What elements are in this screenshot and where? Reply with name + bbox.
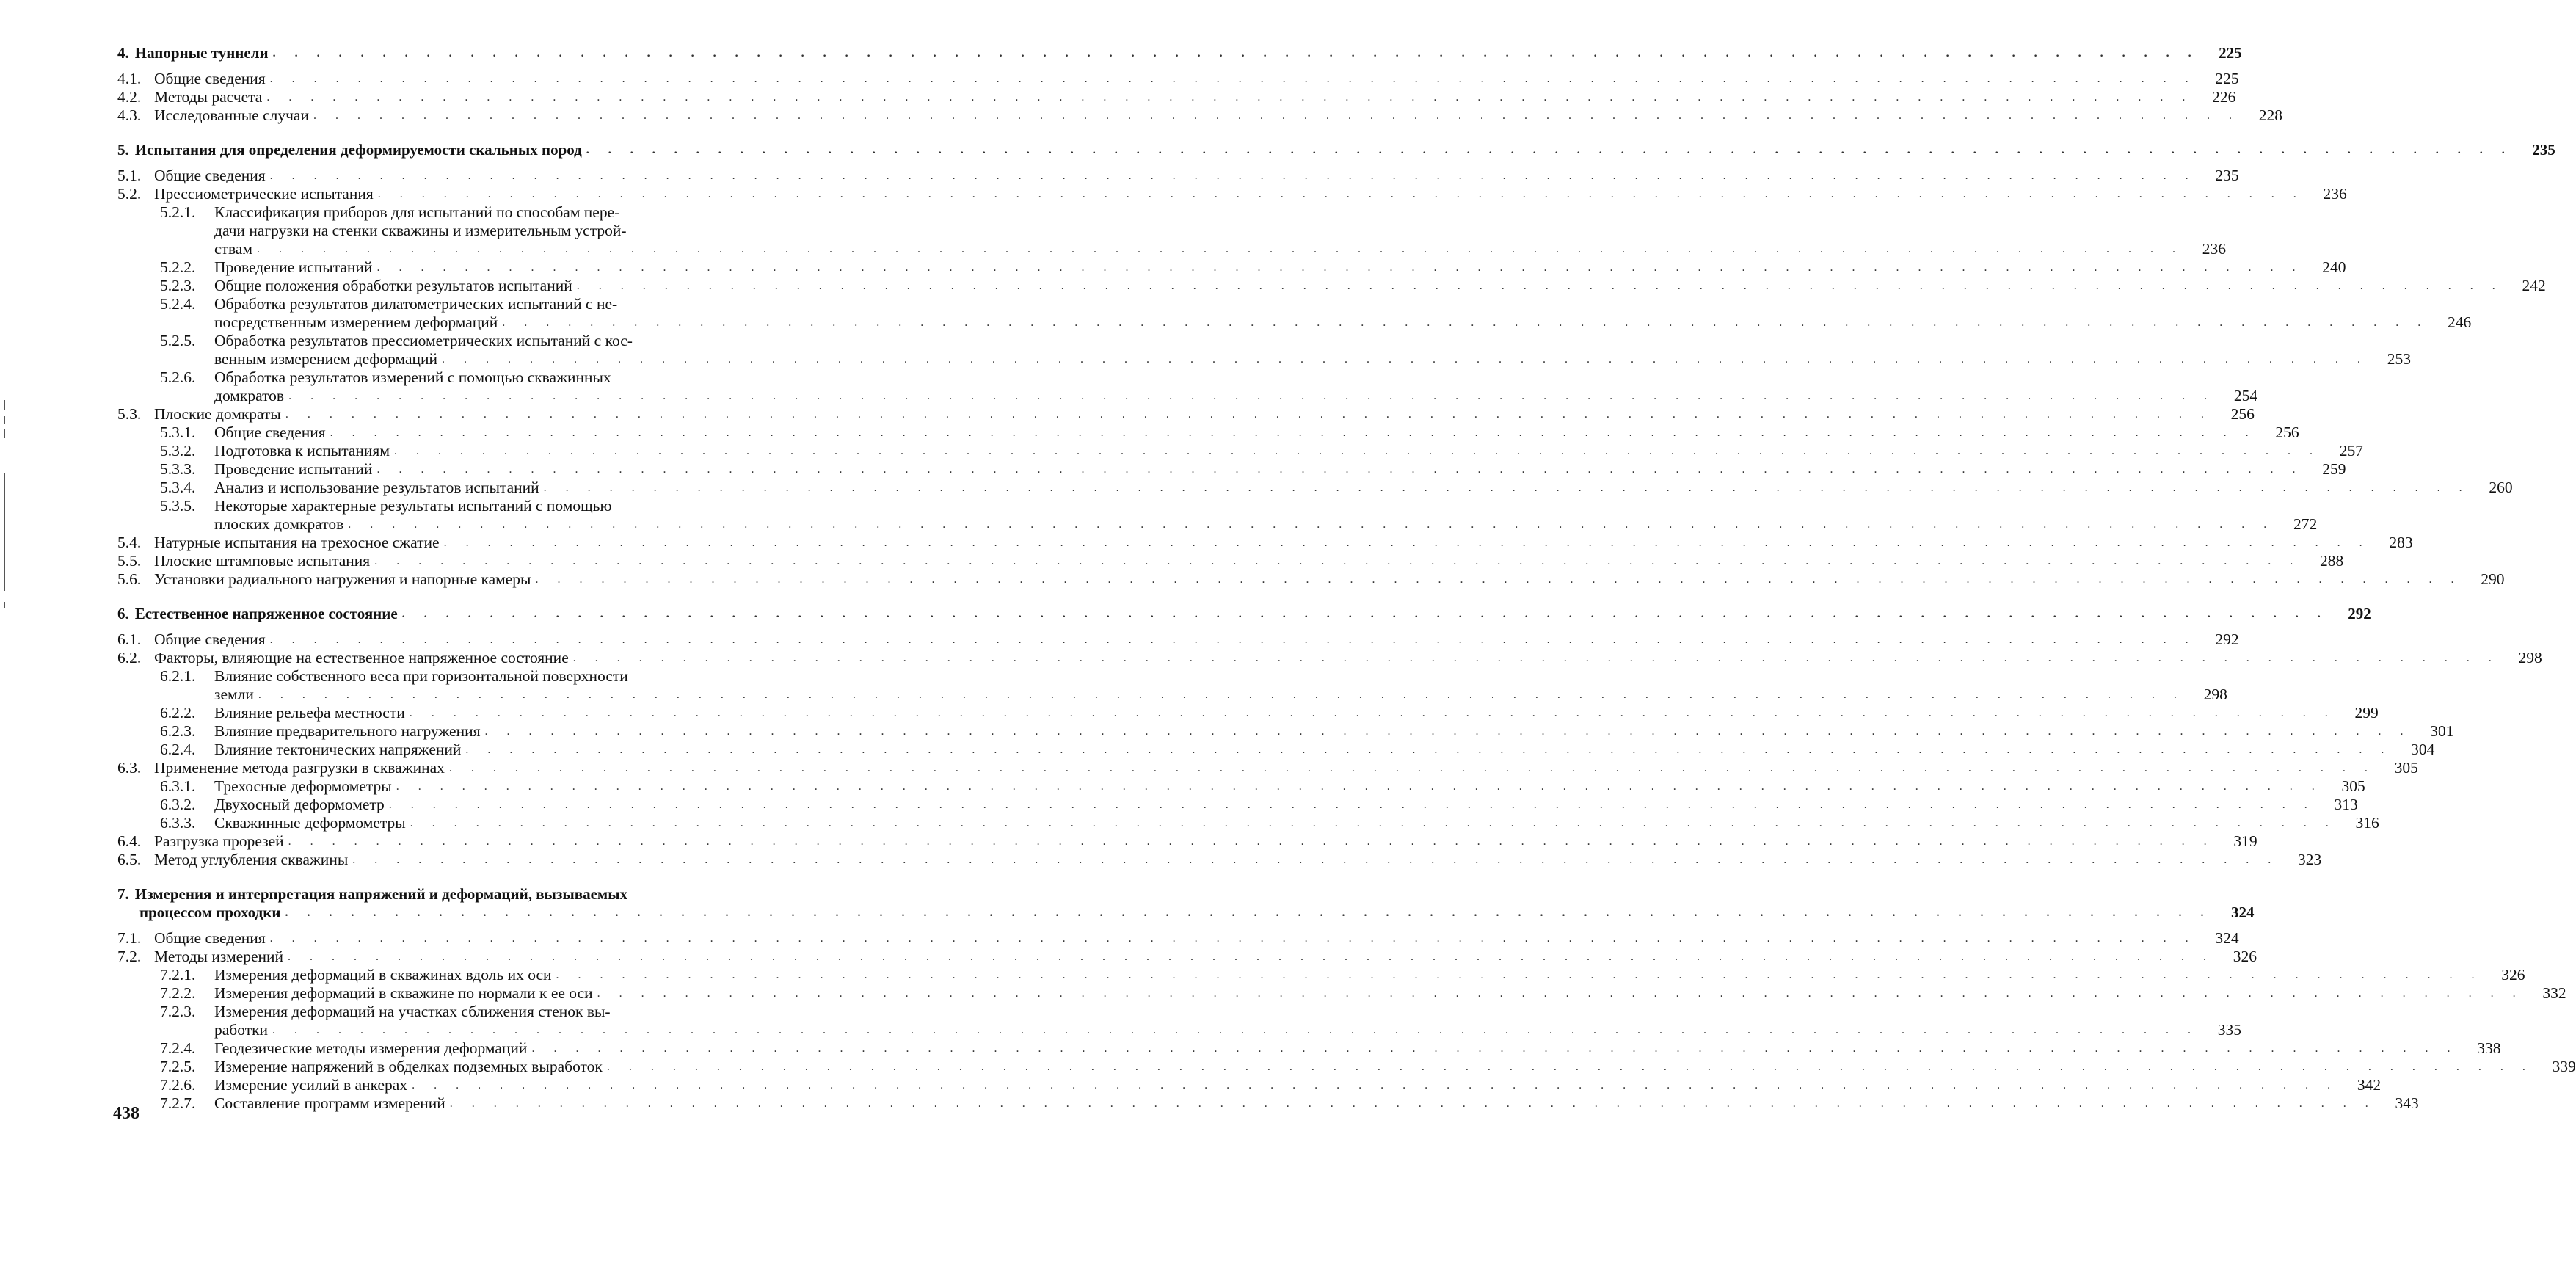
toc-subsection-entry [117, 497, 778, 515]
entry-page: 225 [2215, 70, 2239, 87]
entry-number: 5.6. [117, 570, 142, 588]
entry-page: 299 [2354, 704, 2379, 722]
toc-subsection-entry-cont [117, 387, 2258, 405]
entry-number: 7.2.4. [160, 1039, 196, 1057]
chapter-title-line: Измерения и интерпретация напряжений и деформаций, вызываемых [134, 885, 628, 903]
toc-section-entry [117, 630, 2239, 649]
dot-leader [394, 442, 2321, 460]
toc-subsection-entry [117, 295, 778, 313]
toc-subsection-entry [117, 277, 2546, 295]
entry-title: Анализ и использование результатов испытаний [214, 479, 539, 496]
toc-subsection-entry-cont [117, 222, 778, 240]
entry-title: Геодезические методы измерения деформаций [214, 1039, 528, 1057]
dot-leader [266, 88, 2193, 106]
toc-subsection-entry [117, 667, 778, 686]
toc-section-entry [117, 70, 2239, 88]
entry-number: 6.3. [117, 759, 142, 777]
toc-section-entry [117, 88, 2236, 106]
entry-title-line: домкратов [214, 387, 285, 404]
dot-leader [536, 570, 2462, 589]
entry-page: 326 [2501, 966, 2525, 984]
toc-subsection-entry [117, 1076, 2382, 1094]
toc-subsection-entry-cont [117, 515, 2318, 534]
toc-chapter-section [117, 605, 2542, 869]
entry-number: 7.2.2. [160, 984, 196, 1002]
chapter-page: 324 [2230, 904, 2255, 921]
toc-subsection-entry [117, 442, 2363, 460]
toc-section-entry [117, 534, 2413, 552]
entry-title-line: Обработка результатов дилатометрических испытаний с не- [214, 295, 618, 313]
entry-page: 339 [2552, 1058, 2576, 1075]
toc-subsection-entry [117, 479, 2513, 497]
entry-number: 7.2.7. [160, 1094, 196, 1112]
chapter-heading [117, 885, 778, 904]
toc-chapter-section [117, 885, 2576, 1113]
entry-number: 6.2. [117, 649, 142, 666]
entry-title: Проведение испытаний [214, 460, 373, 478]
entry-number: 5.2. [117, 185, 142, 203]
entry-number: 7.2. [117, 948, 142, 965]
entry-number: 6.4. [117, 832, 142, 850]
toc-subsection-entry [117, 332, 778, 350]
entry-number: 5.2.2. [160, 258, 196, 276]
margin-scan-marks [3, 400, 7, 613]
dot-leader [257, 240, 2183, 258]
entry-number: 5.4. [117, 534, 142, 551]
toc-chapter-section [117, 141, 2555, 589]
dot-leader [531, 1039, 2458, 1058]
toc-section-entry [117, 851, 2322, 869]
chapter-title: Естественное напряженное состояние [134, 605, 398, 622]
dot-leader [270, 630, 2197, 649]
entry-title: Плоские штамповые испытания [154, 552, 371, 570]
dot-leader [270, 167, 2197, 185]
toc-subsection-entry [117, 203, 778, 222]
dot-leader [484, 722, 2411, 741]
entry-page: 290 [2481, 570, 2505, 588]
dot-leader [597, 984, 2524, 1003]
dot-leader [410, 704, 2336, 722]
entry-page: 246 [2448, 313, 2472, 331]
entry-page: 338 [2477, 1039, 2501, 1057]
toc-section-entry [117, 832, 2257, 851]
toc-subsection-entry [117, 984, 2566, 1003]
entry-number: 6.3.1. [160, 777, 196, 795]
entry-title-line: земли [214, 686, 254, 703]
entry-title-line: Измерения деформаций на участках сближения стенок вы- [214, 1003, 611, 1020]
dot-leader [450, 1094, 2376, 1113]
entry-title: Измерения деформаций в скважинах вдоль их оси [214, 966, 552, 984]
entry-number: 6.2.1. [160, 667, 196, 685]
entry-number: 6.2.4. [160, 741, 196, 758]
chapter-heading [117, 605, 2371, 623]
entry-title-line: посредственным измерением деформаций [214, 313, 498, 331]
entry-page: 236 [2323, 185, 2347, 203]
dot-leader [402, 605, 2329, 623]
dot-leader [396, 777, 2323, 796]
entry-number: 7.2.3. [160, 1003, 196, 1020]
entry-page: 335 [2217, 1021, 2242, 1039]
entry-page: 226 [2212, 88, 2236, 106]
toc-subsection-entry [117, 704, 2379, 722]
entry-number: 5.1. [117, 167, 142, 184]
entry-number: 6.3.3. [160, 814, 196, 832]
chapter-heading [117, 141, 2555, 159]
toc-subsection-entry [117, 424, 2299, 442]
entry-page: 257 [2339, 442, 2363, 459]
dot-leader [273, 44, 2200, 62]
entry-page: 319 [2233, 832, 2257, 850]
entry-page: 301 [2430, 722, 2454, 740]
entry-page: 326 [2233, 948, 2257, 965]
entry-page: 283 [2389, 534, 2413, 551]
dot-leader [352, 851, 2279, 869]
entry-page: 235 [2215, 167, 2239, 184]
dot-leader [449, 759, 2376, 777]
toc-section-entry [117, 649, 2542, 667]
toc-section-entry [117, 552, 2344, 570]
entry-page: 253 [2387, 350, 2412, 368]
entry-title: Измерения деформаций в скважине по нормали к ее оси [214, 984, 593, 1002]
entry-number: 5.3.4. [160, 479, 196, 496]
entry-title: Общие сведения [214, 424, 326, 441]
entry-number: 5.5. [117, 552, 142, 570]
entry-page: 228 [2258, 106, 2282, 124]
entry-number: 5.2.6. [160, 368, 196, 386]
entry-title: Плоские домкраты [154, 405, 281, 423]
entry-title: Разгрузка прорезей [154, 832, 284, 850]
entry-page: 304 [2411, 741, 2435, 758]
entry-number: 6.3.2. [160, 796, 196, 813]
entry-title: Исследованные случаи [154, 106, 309, 124]
toc-subsection-entry [117, 1058, 2576, 1076]
entry-title: Общие сведения [154, 167, 266, 184]
entry-page: 256 [2275, 424, 2299, 441]
dot-leader [376, 258, 2303, 277]
toc-subsection-entry [117, 796, 2358, 814]
toc-section-entry [117, 106, 2282, 125]
toc-section-entry [117, 929, 2239, 948]
entry-title: Влияние предварительного нагружения [214, 722, 481, 740]
entry-number: 7.2.6. [160, 1076, 196, 1094]
chapter-heading-cont [117, 904, 2255, 922]
dot-leader [330, 424, 2257, 442]
dot-leader [607, 1058, 2533, 1076]
entry-title: Измерение напряжений в обделках подземных выработок [214, 1058, 603, 1075]
entry-page: 305 [2394, 759, 2418, 777]
dot-leader [288, 387, 2215, 405]
chapter-number: 7. [117, 885, 129, 903]
entry-number: 6.5. [117, 851, 142, 868]
entry-number: 5.3.1. [160, 424, 196, 441]
dot-leader [272, 1021, 2199, 1039]
toc-subsection-entry [117, 258, 2346, 277]
entry-title: Общие положения обработки результатов испытаний [214, 277, 572, 294]
dot-leader [586, 141, 2513, 159]
entry-page: 332 [2542, 984, 2566, 1002]
entry-number: 5.2.1. [160, 203, 196, 221]
entry-title: Методы расчета [154, 88, 263, 106]
entry-title-line: Классификация приборов для испытаний по способам пере- [214, 203, 620, 221]
toc-chapter-section [117, 44, 2282, 125]
entry-title: Влияние рельефа местности [214, 704, 405, 722]
dot-leader [412, 1076, 2338, 1094]
entry-title-line: Некоторые характерные результаты испытаний с помощью [214, 497, 612, 515]
entry-number: 5.3.5. [160, 497, 196, 515]
entry-number: 6.2.3. [160, 722, 196, 740]
toc-subsection-entry-cont [117, 350, 2412, 368]
entry-number: 5.2.3. [160, 277, 196, 294]
chapter-page: 235 [2532, 141, 2555, 159]
entry-number: 7.2.1. [160, 966, 196, 984]
chapter-number: 4. [117, 44, 129, 62]
entry-page: 236 [2202, 240, 2226, 258]
toc-subsection-entry-cont [117, 313, 2472, 332]
entry-title: Факторы, влияющие на естественное напряженное состояние [154, 649, 569, 666]
chapter-title: Испытания для определения деформируемости скальных пород [134, 141, 582, 159]
entry-title-line: работки [214, 1021, 269, 1039]
dot-leader [270, 70, 2197, 88]
dot-leader [270, 929, 2197, 948]
entry-title: Влияние тектонических напряжений [214, 741, 462, 758]
entry-title: Методы измерений [154, 948, 284, 965]
entry-title: Скважинные деформометры [214, 814, 406, 832]
dot-leader [376, 460, 2303, 479]
entry-page: 240 [2322, 258, 2346, 276]
dot-leader [313, 106, 2240, 125]
entry-title: Натурные испытания на трехосное сжатие [154, 534, 440, 551]
entry-title: Двухосный деформометр [214, 796, 385, 813]
entry-title: Общие сведения [154, 929, 266, 947]
dot-leader [573, 649, 2500, 667]
entry-page: 292 [2215, 630, 2239, 648]
entry-page: 298 [2203, 686, 2227, 703]
entry-page: 256 [2230, 405, 2255, 423]
entry-page: 260 [2489, 479, 2513, 496]
toc-section-entry [117, 570, 2505, 589]
chapter-number: 5. [117, 141, 129, 159]
toc-subsection-entry [117, 722, 2454, 741]
toc-section-entry [117, 167, 2239, 185]
entry-page: 272 [2293, 515, 2318, 533]
entry-number: 7.2.5. [160, 1058, 196, 1075]
dot-leader [285, 904, 2211, 922]
entry-title-line: Влияние собственного веса при горизонтальной поверхности [214, 667, 628, 685]
toc-subsection-entry [117, 368, 778, 387]
entry-number: 5.3. [117, 405, 142, 423]
entry-number: 6.1. [117, 630, 142, 648]
entry-page: 254 [2233, 387, 2258, 404]
entry-page: 298 [2518, 649, 2542, 666]
entry-title: Применение метода разгрузки в скважинах [154, 759, 445, 777]
chapter-heading [117, 44, 2242, 62]
dot-leader [556, 966, 2483, 984]
toc-subsection-entry [117, 777, 2365, 796]
dot-leader [258, 686, 2185, 704]
entry-number: 6.2.2. [160, 704, 196, 722]
entry-page: 313 [2334, 796, 2358, 813]
chapter-title: Напорные туннели [134, 44, 269, 62]
entry-page: 343 [2395, 1094, 2419, 1112]
entry-title: Прессиометрические испытания [154, 185, 374, 203]
entry-page: 342 [2357, 1076, 2382, 1094]
toc-section-entry [117, 948, 2257, 966]
entry-page: 305 [2341, 777, 2365, 795]
entry-title: Трехосные деформометры [214, 777, 392, 795]
toc-subsection-entry [117, 1003, 778, 1021]
dot-leader [544, 479, 2470, 497]
entry-title-line: плоских домкратов [214, 515, 344, 533]
entry-number: 4.3. [117, 106, 142, 124]
page-number: 438 [113, 1104, 139, 1123]
entry-title-line: Обработка результатов прессиометрических испытаний с кос- [214, 332, 633, 349]
toc-section-entry [117, 405, 2255, 424]
entry-title-line: венным измерением деформаций [214, 350, 438, 368]
toc-subsection-entry [117, 966, 2525, 984]
toc-subsection-entry [117, 460, 2346, 479]
toc-subsection-entry [117, 1094, 2419, 1113]
entry-title-line: Обработка результатов измерений с помощью скважинных [214, 368, 611, 386]
chapter-title-line: процессом проходки [139, 904, 281, 921]
entry-title: Общие сведения [154, 70, 266, 87]
entry-page: 324 [2215, 929, 2239, 947]
entry-number: 5.2.5. [160, 332, 196, 349]
dot-leader [285, 405, 2212, 424]
entry-page: 288 [2319, 552, 2344, 570]
chapter-page: 292 [2348, 605, 2371, 622]
entry-page: 323 [2298, 851, 2322, 868]
entry-title: Составление программ измерений [214, 1094, 445, 1112]
entry-title-line: ствам [214, 240, 252, 258]
toc-subsection-entry-cont [117, 240, 2226, 258]
dot-leader [288, 948, 2214, 966]
entry-title: Подготовка к испытаниям [214, 442, 390, 459]
chapter-page: 225 [2219, 44, 2242, 62]
chapter-number: 6. [117, 605, 129, 622]
entry-title: Проведение испытаний [214, 258, 373, 276]
entry-title: Общие сведения [154, 630, 266, 648]
entry-number: 5.3.3. [160, 460, 196, 478]
entry-number: 4.2. [117, 88, 142, 106]
toc-subsection-entry [117, 741, 2435, 759]
dot-leader [389, 796, 2315, 814]
entry-number: 5.2.4. [160, 295, 196, 313]
entry-number: 5.3.2. [160, 442, 196, 459]
dot-leader [465, 741, 2392, 759]
entry-title: Метод углубления скважины [154, 851, 349, 868]
dot-leader [502, 313, 2428, 332]
dot-leader [442, 350, 2368, 368]
entry-page: 259 [2322, 460, 2346, 478]
entry-number: 7.1. [117, 929, 142, 947]
toc-section-entry [117, 185, 2347, 203]
dot-leader [374, 552, 2301, 570]
toc-subsection-entry-cont [117, 686, 2227, 704]
entry-page: 316 [2355, 814, 2379, 832]
entry-page: 242 [2522, 277, 2546, 294]
entry-title-line: дачи нагрузки на стенки скважины и измерительным устрой- [214, 222, 627, 239]
dot-leader [410, 814, 2337, 832]
entry-title: Установки радиального нагружения и напорные камеры [154, 570, 531, 588]
dot-leader [444, 534, 2371, 552]
entry-number: 4.1. [117, 70, 142, 87]
dot-leader [288, 832, 2215, 851]
dot-leader [348, 515, 2274, 534]
toc-subsection-entry [117, 814, 2379, 832]
dot-leader [577, 277, 2503, 295]
toc-section-entry [117, 759, 2418, 777]
toc-subsection-entry-cont [117, 1021, 2242, 1039]
toc-subsection-entry [117, 1039, 2501, 1058]
entry-title: Измерение усилий в анкерах [214, 1076, 408, 1094]
table-of-contents [117, 44, 2576, 1129]
dot-leader [378, 185, 2304, 203]
